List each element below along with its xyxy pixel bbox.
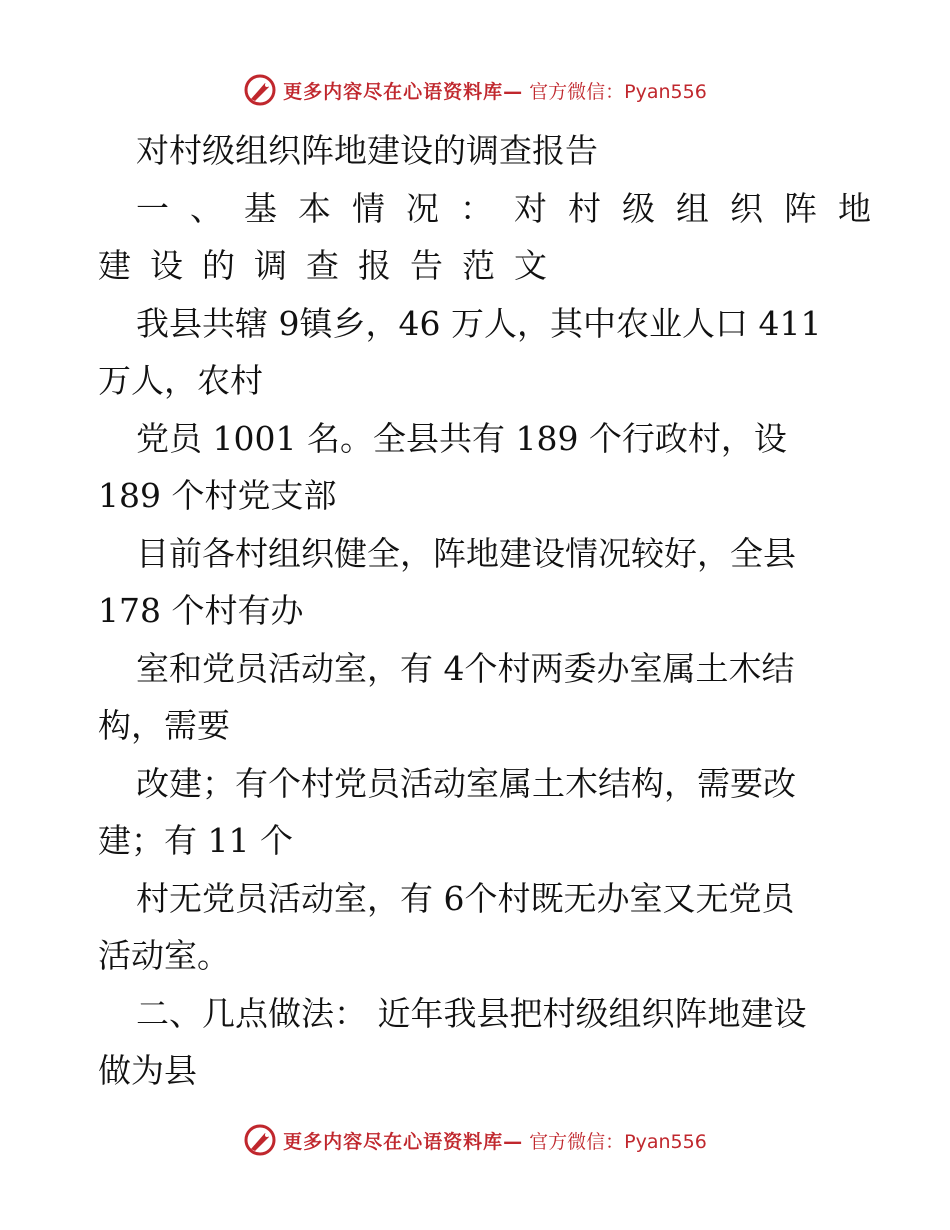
watermark-site-text: 更多内容尽在心语资料库— xyxy=(283,1130,524,1153)
paragraph-line: 189 个村党支部 xyxy=(98,476,337,515)
paragraph-line: 目前各村组织健全，阵地建设情况较好，全县 xyxy=(136,533,796,573)
header-watermark xyxy=(0,70,950,110)
paragraph-line: 构，需要 xyxy=(98,706,230,745)
watermark-wechat-text: 官方微信：Pyan556 xyxy=(529,1130,707,1153)
document-body xyxy=(98,122,892,1100)
paragraph-line: 做为县 xyxy=(98,1051,197,1090)
paragraph-line: 万人，农村 xyxy=(98,361,263,400)
paragraph-line: 党员 1001 名。全县共有 189 个行政村，设 xyxy=(136,418,787,458)
document-title: 对村级组织阵地建设的调查报告 xyxy=(136,131,598,170)
section-heading-2: 二、几点做法： 近年我县把村级组织阵地建设 xyxy=(136,993,807,1033)
paragraph-line: 室和党员活动室，有 4个村两委办室属土木结 xyxy=(136,648,795,688)
watermark-wechat-text: 官方微信：Pyan556 xyxy=(529,80,707,103)
paragraph-line: 活动室。 xyxy=(98,936,230,975)
pen-nib-circle-icon xyxy=(243,1123,277,1157)
section-heading-1-cont: 建设的调查报告范文 xyxy=(98,246,566,285)
pen-nib-circle-icon xyxy=(243,73,277,107)
footer-watermark xyxy=(0,1120,950,1160)
paragraph-line: 178 个村有办 xyxy=(98,591,304,630)
paragraph-line: 村无党员活动室，有 6个村既无办室又无党员 xyxy=(136,878,795,918)
paragraph-line: 我县共辖 9镇乡，46 万人，其中农业人口 411 xyxy=(136,303,822,343)
paragraph-line: 改建；有个村党员活动室属土木结构，需要改 xyxy=(136,763,796,803)
watermark-site-text: 更多内容尽在心语资料库— xyxy=(283,80,524,103)
paragraph-line: 建；有 11 个 xyxy=(98,821,293,860)
section-heading-1: 一、基本情况：对村级组织阵地 xyxy=(136,188,892,228)
